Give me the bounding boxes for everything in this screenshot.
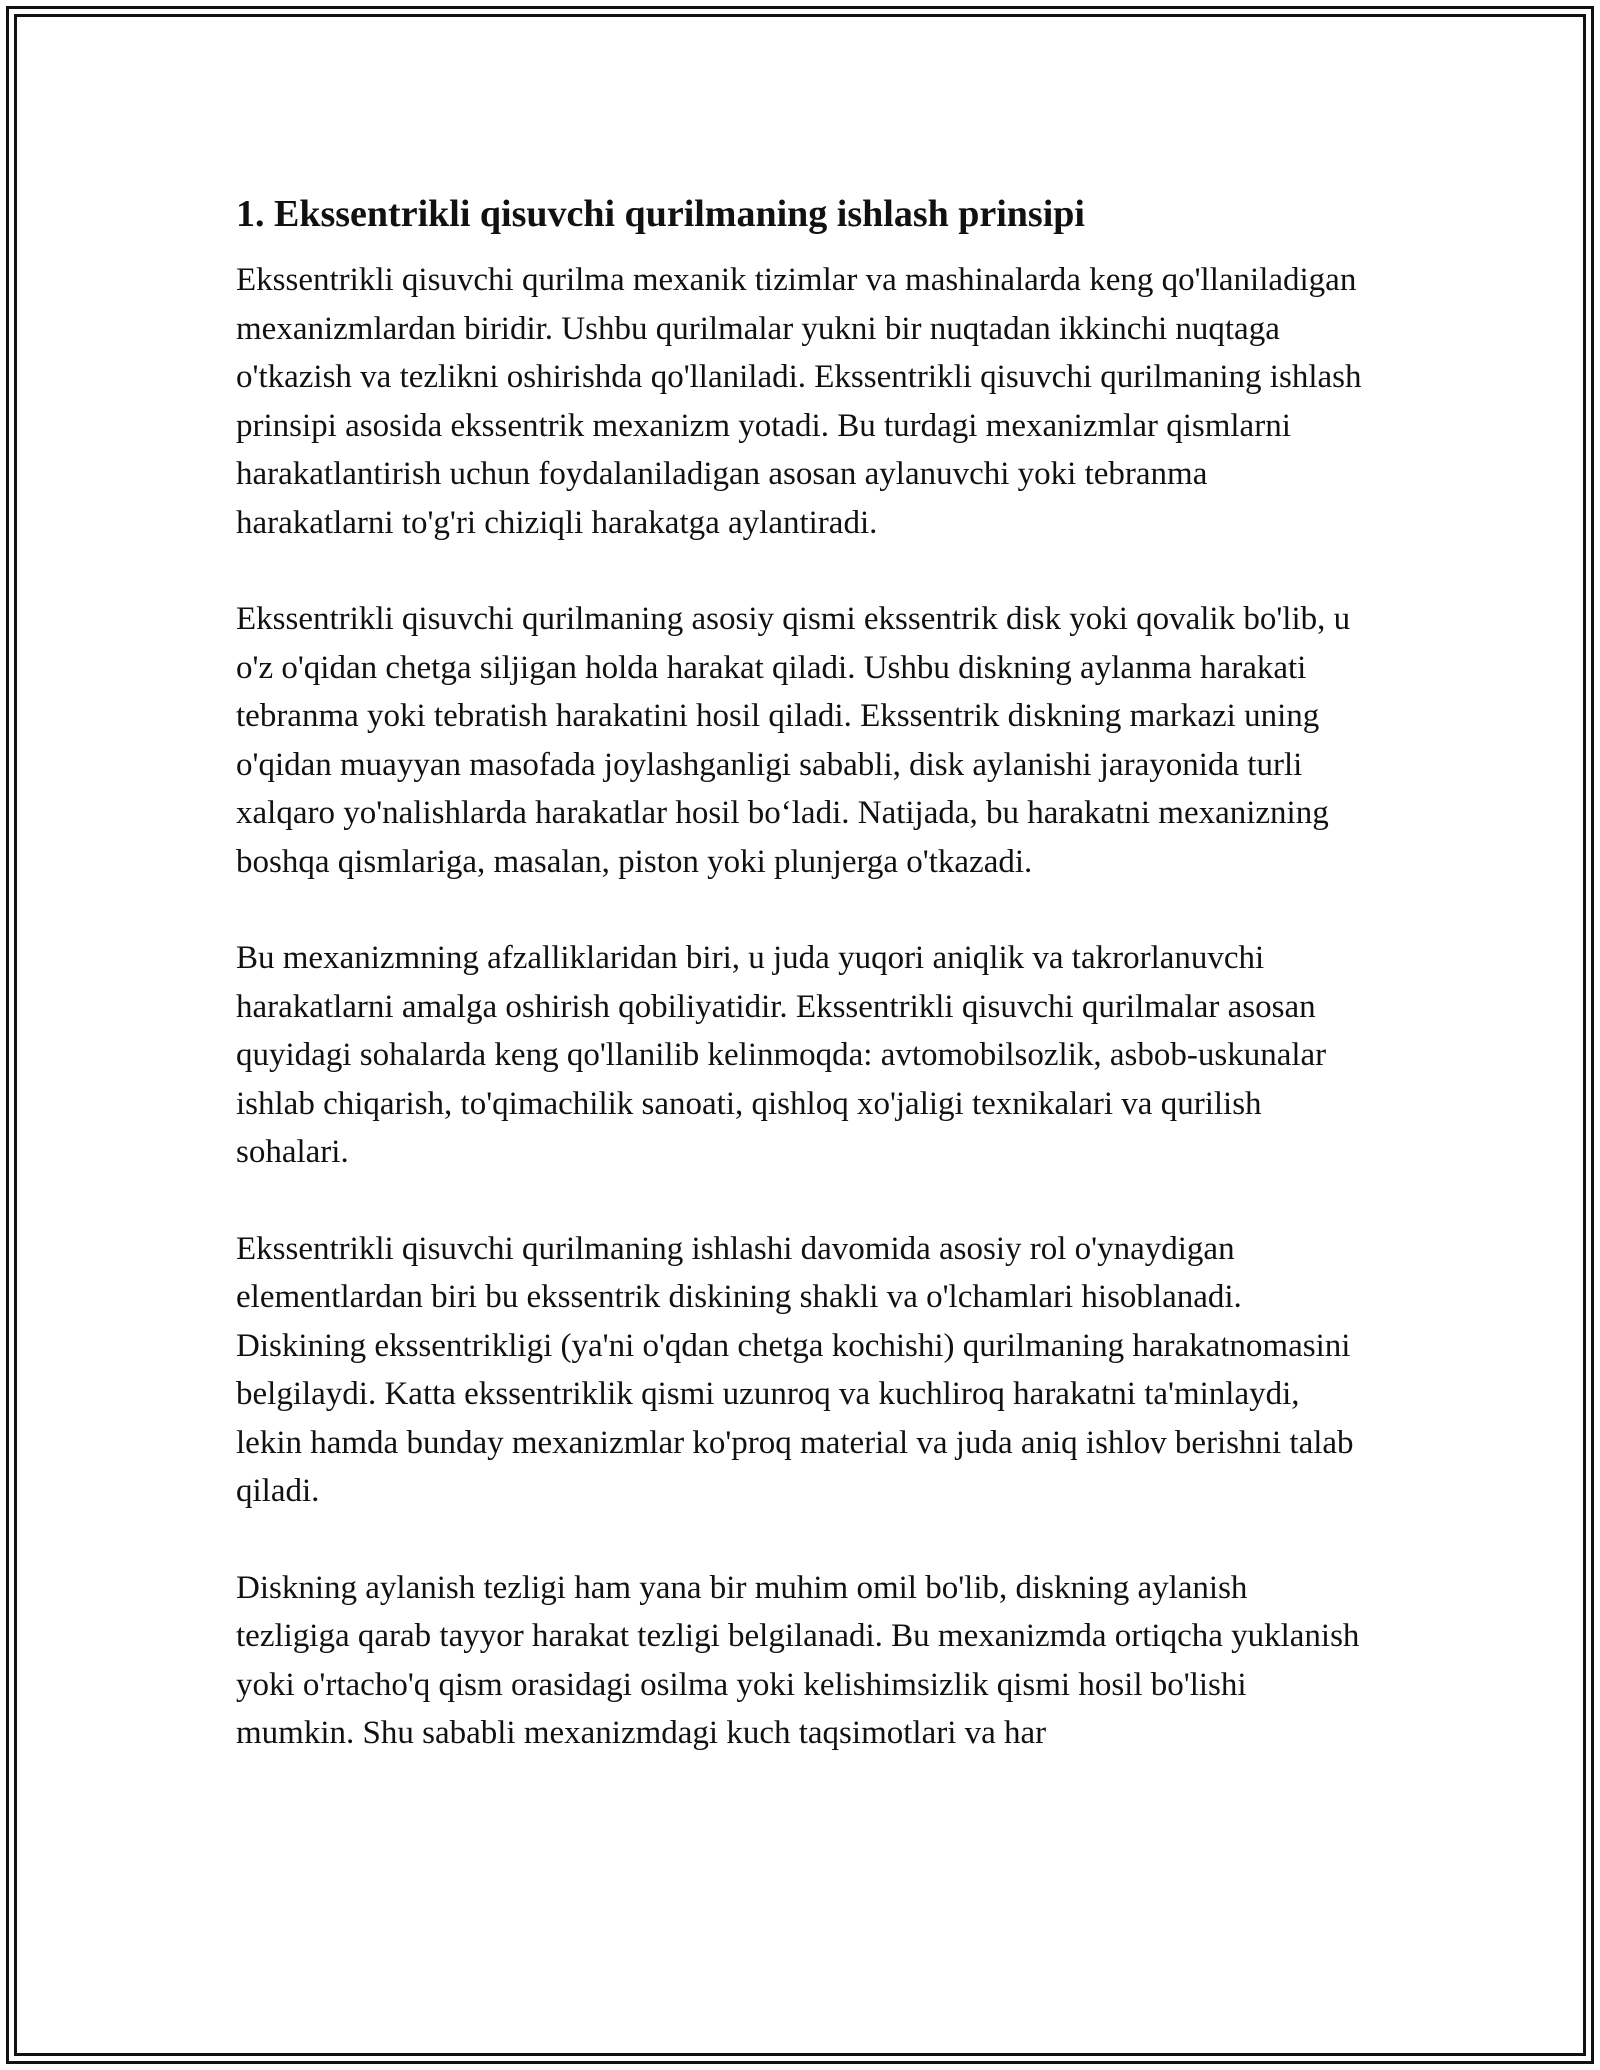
paragraph-2: Ekssentrikli qisuvchi qurilmaning asosiy qismi ekssentrik disk yoki qovalik bo'lib, u o'z o'qidan chetga siljigan holda harakat qiladi. Ushbu diskning aylanma harakati tebranma yoki tebratish harakatini hosil qiladi. Ekssentrik diskning markazi uning o'qidan muayyan masofada joylashganligi sababli, disk aylanishi jarayonida turli xalqaro yo'nalishlarda harakatlar hosil bo‘ladi. Natijada, bu harakatni mexanizning boshqa qismlariga, masalan, piston yoki plunjerga o'tkazadi. <box>236 601 1351 880</box>
paragraph-5: Diskning aylanish tezligi ham yana bir muhim omil bo'lib, diskning aylanish tezligiga qarab tayyor harakat tezligi belgilanadi. Bu mexanizmda ortiqcha yuklanish yoki o'rtacho'q qism orasidagi osilma yoki kelishimsizlik qismi hosil bo'lishi mumkin. Shu sababli mexanizmdagi kuch taqsimotlari va har <box>236 1569 1360 1751</box>
paragraph-1: Ekssentrikli qisuvchi qurilma mexanik tizimlar va mashinalarda keng qo'llaniladigan mexanizmlardan biridir. Ushbu qurilmalar yukni bir nuqtadan ikkinchi nuqtaga o'tkazish va tezlikni oshirishda qo'llaniladi. Ekssentrikli qisuvchi qurilmaning ishlash prinsipi asosida ekssentrik mexanizm yotadi. Bu turdagi mexanizmlar qismlarni harakatlantirish uchun foydalaniladigan asosan aylanuvchi yoki tebranma harakatlarni to'g'ri chiziqli harakatga aylantiradi. <box>236 262 1362 541</box>
paragraph-3: Bu mexanizmning afzalliklaridan biri, u juda yuqori aniqlik va takrorlanuvchi harakatlarni amalga oshirish qobiliyatidir. Ekssentrikli qisuvchi qurilmalar asosan quyidagi sohalarda keng qo'llanilib kelinmoqda: avtomobilsozlik, asbob-uskunalar ishlab chiqarish, to'qimachilik sanoati, qishloq xo'jaligi texnikalari va qurilish sohalari. <box>236 940 1327 1170</box>
section-heading: 1. Ekssentrikli qisuvchi qurilmaning ishlash prinsipi <box>236 193 1085 235</box>
document-body <box>236 186 1366 1806</box>
paragraph-4: Ekssentrikli qisuvchi qurilmaning ishlashi davomida asosiy rol o'ynaydigan elementlardan biri bu ekssentrik diskining shakli va o'lchamlari hisoblanadi. Diskining ekssentrikligi (ya'ni o'qdan chetga kochishi) qurilmaning harakatnomasini belgilaydi. Katta ekssentriklik qismi uzunroq va kuchliroq harakatni ta'minlaydi, lekin hamda bunday mexanizmlar ko'proq material va juda aniq ishlov berishni talab qiladi. <box>236 1230 1354 1509</box>
